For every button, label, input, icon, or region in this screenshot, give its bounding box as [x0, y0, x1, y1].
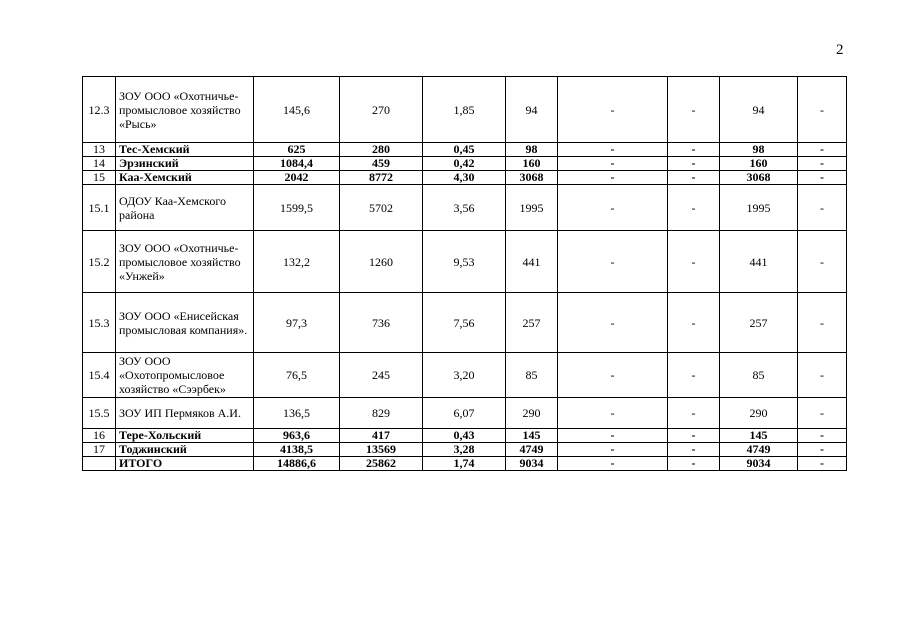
- cell-num: [83, 457, 116, 471]
- cell-c7: 1995: [720, 185, 798, 231]
- cell-c6: -: [668, 77, 720, 143]
- cell-c7: 4749: [720, 443, 798, 457]
- cell-c7: 3068: [720, 171, 798, 185]
- table-row: [83, 429, 847, 443]
- cell-c5: -: [558, 398, 668, 429]
- cell-c1: 625: [254, 143, 340, 157]
- cell-name: ОДОУ Каа-Хемского района: [116, 185, 254, 231]
- cell-c6: -: [668, 231, 720, 293]
- cell-c8: -: [798, 398, 847, 429]
- cell-c4: 290: [506, 398, 558, 429]
- cell-c2: 459: [340, 157, 423, 171]
- cell-c2: 5702: [340, 185, 423, 231]
- cell-c2: 25862: [340, 457, 423, 471]
- cell-c1: 97,3: [254, 293, 340, 353]
- cell-c6: -: [668, 293, 720, 353]
- cell-c4: 441: [506, 231, 558, 293]
- table-row: [83, 171, 847, 185]
- cell-c1: 136,5: [254, 398, 340, 429]
- cell-c7: 85: [720, 353, 798, 398]
- cell-c2: 280: [340, 143, 423, 157]
- cell-c5: -: [558, 231, 668, 293]
- cell-c3: 3,56: [423, 185, 506, 231]
- cell-c6: -: [668, 398, 720, 429]
- cell-c6: -: [668, 353, 720, 398]
- table-row: [83, 398, 847, 429]
- cell-num: 15: [83, 171, 116, 185]
- cell-c8: -: [798, 429, 847, 443]
- cell-c4: 85: [506, 353, 558, 398]
- table-row: [83, 185, 847, 231]
- cell-c2: 245: [340, 353, 423, 398]
- cell-c5: -: [558, 77, 668, 143]
- cell-c7: 160: [720, 157, 798, 171]
- table-row: [83, 353, 847, 398]
- table-row: [83, 77, 847, 143]
- cell-c6: -: [668, 185, 720, 231]
- cell-c3: 0,45: [423, 143, 506, 157]
- cell-c6: -: [668, 143, 720, 157]
- cell-c8: -: [798, 185, 847, 231]
- cell-c3: 0,43: [423, 429, 506, 443]
- cell-c1: 76,5: [254, 353, 340, 398]
- cell-num: 15.3: [83, 293, 116, 353]
- cell-c3: 3,20: [423, 353, 506, 398]
- cell-c3: 3,28: [423, 443, 506, 457]
- cell-c6: -: [668, 157, 720, 171]
- cell-name: Тес-Хемский: [116, 143, 254, 157]
- cell-c8: -: [798, 457, 847, 471]
- cell-num: 12.3: [83, 77, 116, 143]
- cell-num: 15.1: [83, 185, 116, 231]
- cell-c8: -: [798, 353, 847, 398]
- table-row: [83, 231, 847, 293]
- cell-c4: 98: [506, 143, 558, 157]
- cell-num: 15.4: [83, 353, 116, 398]
- cell-c5: -: [558, 443, 668, 457]
- cell-c4: 3068: [506, 171, 558, 185]
- cell-name: ЗОУ ООО «Охотничье-промысловое хозяйство «Рысь»: [116, 77, 254, 143]
- cell-c8: -: [798, 443, 847, 457]
- table-row: [83, 157, 847, 171]
- cell-c1: 4138,5: [254, 443, 340, 457]
- cell-c4: 257: [506, 293, 558, 353]
- cell-c8: -: [798, 231, 847, 293]
- cell-num: 15.5: [83, 398, 116, 429]
- cell-c1: 1084,4: [254, 157, 340, 171]
- cell-c7: 9034: [720, 457, 798, 471]
- cell-name: Эрзинский: [116, 157, 254, 171]
- cell-c8: -: [798, 171, 847, 185]
- cell-c4: 1995: [506, 185, 558, 231]
- cell-c5: -: [558, 171, 668, 185]
- cell-c3: 7,56: [423, 293, 506, 353]
- cell-c8: -: [798, 293, 847, 353]
- cell-c2: 1260: [340, 231, 423, 293]
- cell-c5: -: [558, 157, 668, 171]
- cell-num: 13: [83, 143, 116, 157]
- cell-c1: 145,6: [254, 77, 340, 143]
- cell-name: ЗОУ ООО «Охотничье-промысловое хозяйство «Унжей»: [116, 231, 254, 293]
- cell-c5: -: [558, 353, 668, 398]
- cell-c3: 9,53: [423, 231, 506, 293]
- cell-name: ЗОУ ООО «Охотопромысловое хозяйство «Сээрбек»: [116, 353, 254, 398]
- cell-c1: 963,6: [254, 429, 340, 443]
- cell-c6: -: [668, 429, 720, 443]
- cell-c1: 14886,6: [254, 457, 340, 471]
- cell-c7: 98: [720, 143, 798, 157]
- cell-num: 17: [83, 443, 116, 457]
- table-row-total: [83, 457, 847, 471]
- cell-c5: -: [558, 143, 668, 157]
- cell-c7: 257: [720, 293, 798, 353]
- cell-c4: 4749: [506, 443, 558, 457]
- cell-c8: -: [798, 157, 847, 171]
- cell-num: 15.2: [83, 231, 116, 293]
- cell-c5: -: [558, 185, 668, 231]
- cell-name: Тоджинский: [116, 443, 254, 457]
- cell-c5: -: [558, 429, 668, 443]
- cell-c1: 2042: [254, 171, 340, 185]
- cell-c4: 9034: [506, 457, 558, 471]
- table-row: [83, 443, 847, 457]
- cell-c2: 417: [340, 429, 423, 443]
- cell-c3: 4,30: [423, 171, 506, 185]
- cell-c3: 6,07: [423, 398, 506, 429]
- cell-c4: 160: [506, 157, 558, 171]
- table-row: [83, 293, 847, 353]
- cell-c7: 145: [720, 429, 798, 443]
- cell-num: 16: [83, 429, 116, 443]
- cell-name: ЗОУ ИП Пермяков А.И.: [116, 398, 254, 429]
- cell-c2: 270: [340, 77, 423, 143]
- cell-c6: -: [668, 171, 720, 185]
- cell-c2: 736: [340, 293, 423, 353]
- cell-name: ЗОУ ООО «Енисейская промысловая компания».: [116, 293, 254, 353]
- cell-c4: 94: [506, 77, 558, 143]
- cell-name: Тере-Хольский: [116, 429, 254, 443]
- cell-c3: 0,42: [423, 157, 506, 171]
- cell-c1: 132,2: [254, 231, 340, 293]
- data-table: [82, 76, 847, 471]
- cell-c4: 145: [506, 429, 558, 443]
- cell-c3: 1,85: [423, 77, 506, 143]
- cell-c7: 290: [720, 398, 798, 429]
- cell-num: 14: [83, 157, 116, 171]
- cell-c6: -: [668, 443, 720, 457]
- cell-c8: -: [798, 143, 847, 157]
- cell-c5: -: [558, 457, 668, 471]
- table-row: [83, 143, 847, 157]
- cell-c5: -: [558, 293, 668, 353]
- table-body: [83, 77, 847, 471]
- cell-c3: 1,74: [423, 457, 506, 471]
- cell-c7: 94: [720, 77, 798, 143]
- cell-c2: 13569: [340, 443, 423, 457]
- cell-c6: -: [668, 457, 720, 471]
- cell-c8: -: [798, 77, 847, 143]
- cell-c2: 829: [340, 398, 423, 429]
- cell-c7: 441: [720, 231, 798, 293]
- cell-c1: 1599,5: [254, 185, 340, 231]
- cell-name: Каа-Хемский: [116, 171, 254, 185]
- cell-name: ИТОГО: [116, 457, 254, 471]
- cell-c2: 8772: [340, 171, 423, 185]
- page-number: 2: [836, 42, 844, 58]
